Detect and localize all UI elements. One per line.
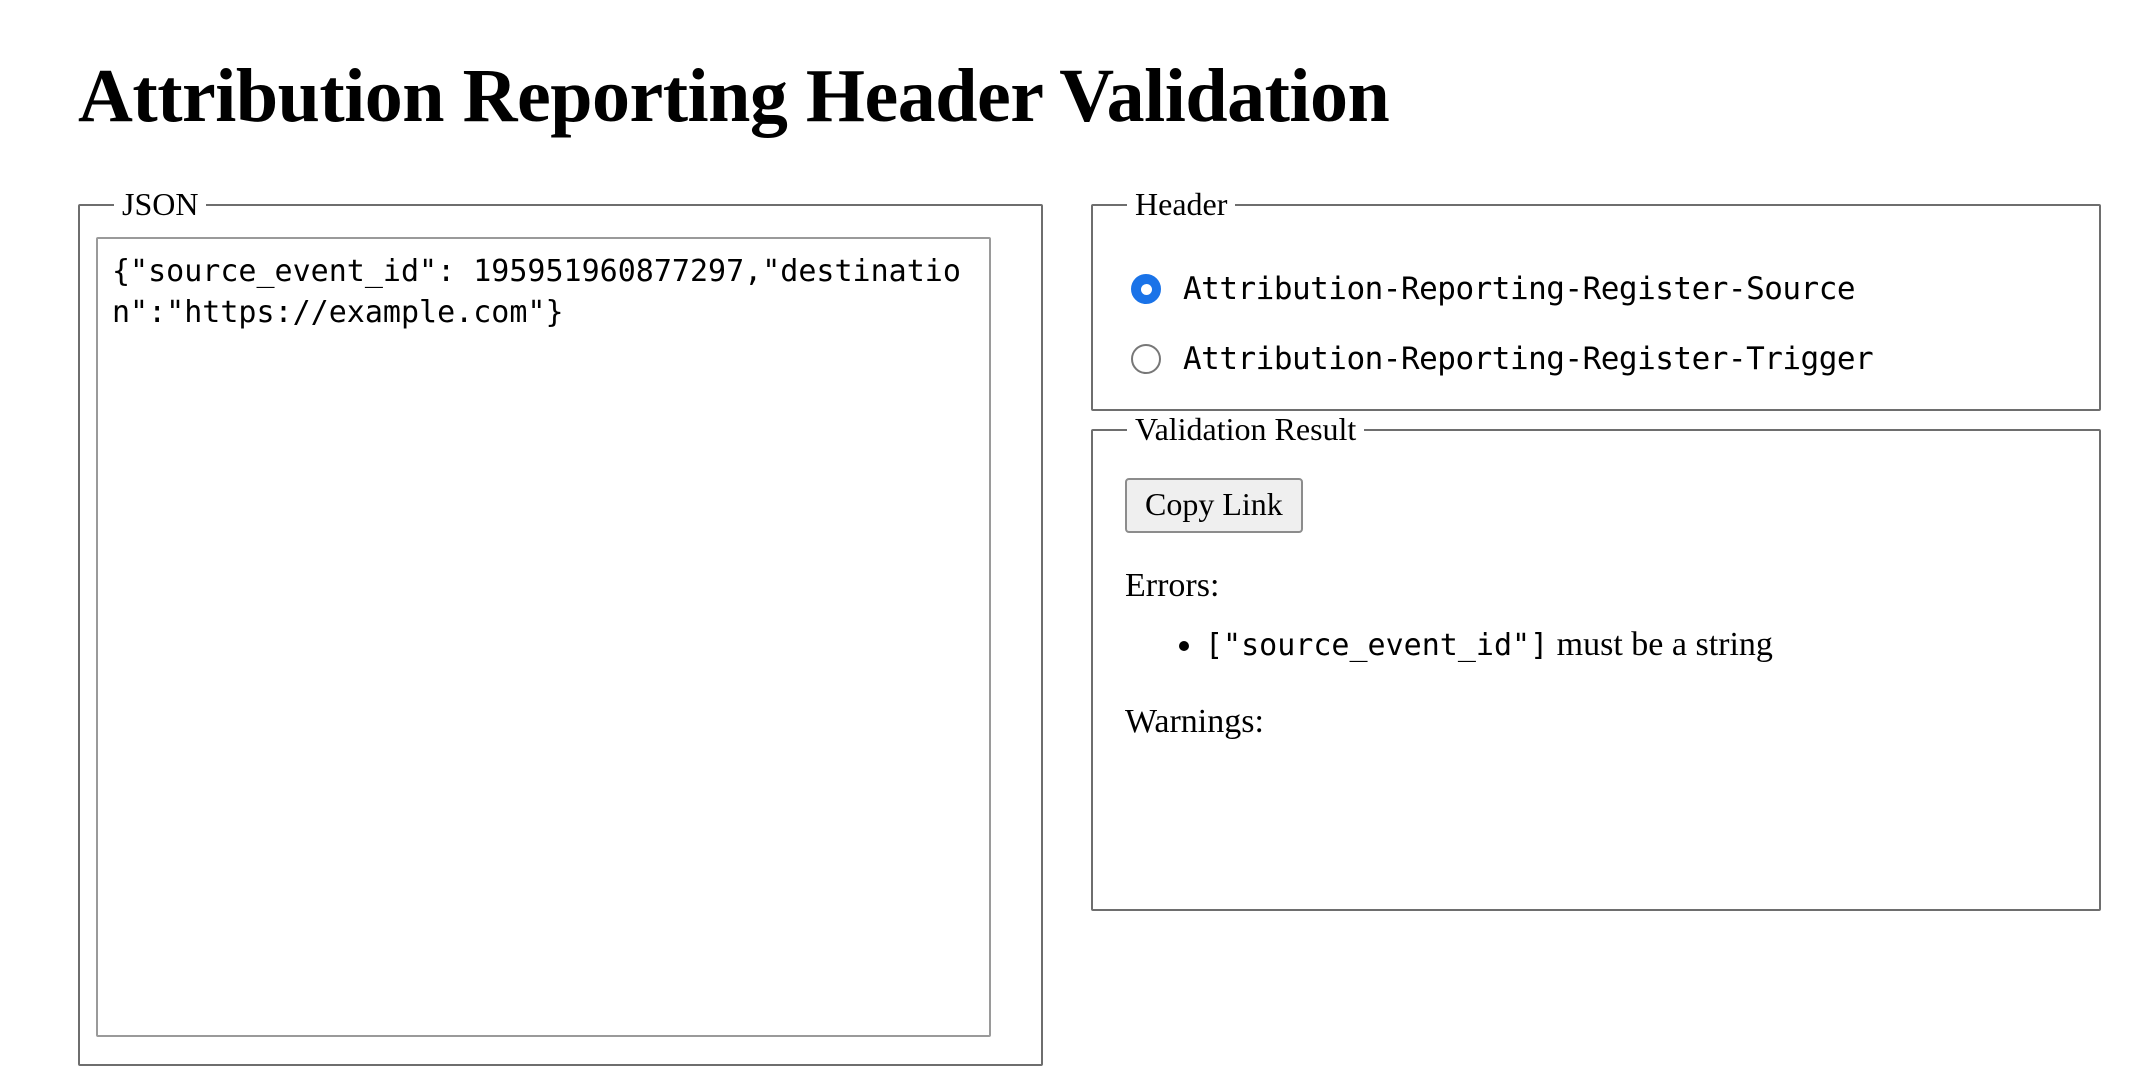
header-panel-legend: Header [1135, 186, 1228, 222]
json-column [78, 186, 1043, 1066]
json-panel-legend: JSON [122, 186, 199, 222]
json-input[interactable] [96, 237, 991, 1037]
list-item [1205, 623, 2083, 667]
header-option-register-source[interactable] [1131, 271, 2083, 307]
main-columns [78, 186, 2090, 1066]
radio-icon-selected[interactable] [1131, 274, 1161, 304]
header-option-register-trigger[interactable] [1131, 341, 2083, 377]
copy-link-button[interactable]: Copy Link [1125, 478, 1303, 533]
right-column [1091, 186, 2101, 911]
validation-result-legend: Validation Result [1135, 411, 1357, 447]
warnings-label: Warnings: [1125, 703, 1264, 741]
validation-result-panel [1091, 411, 2101, 911]
errors-label: Errors: [1125, 567, 1220, 604]
error-path: ["source_event_id"] [1205, 628, 1549, 663]
errors-list [1109, 623, 2083, 667]
header-option-label: Attribution-Reporting-Register-Trigger [1183, 341, 1874, 377]
page-title: Attribution Reporting Header Validation [78, 54, 1390, 138]
radio-icon-unselected[interactable] [1131, 344, 1161, 374]
header-panel [1091, 186, 2101, 411]
error-message: must be a string [1556, 626, 1773, 663]
header-option-label: Attribution-Reporting-Register-Source [1183, 271, 1856, 307]
json-panel [78, 186, 1043, 1066]
